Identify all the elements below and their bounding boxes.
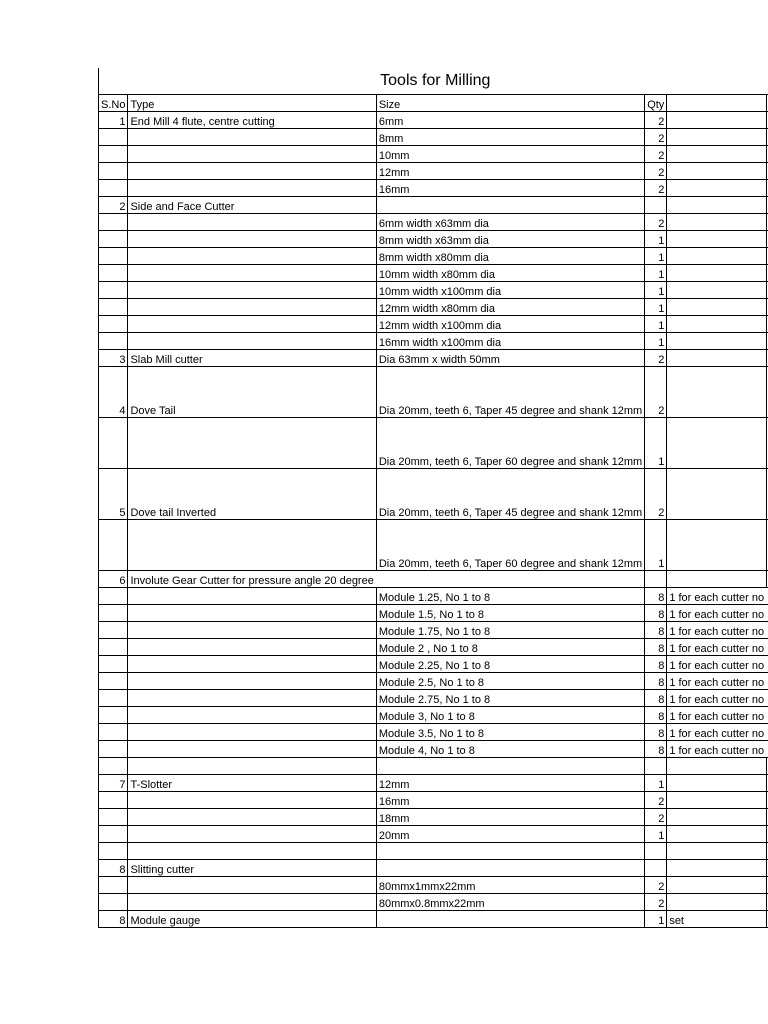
cell-type [128, 299, 376, 316]
table-row [99, 469, 768, 520]
cell-type [128, 894, 376, 911]
cell-size: Module 2.25, No 1 to 8 [376, 656, 644, 673]
cell-note [667, 809, 767, 826]
cell-qty: 2 [645, 112, 667, 129]
cell-size [376, 571, 644, 588]
cell-qty: 2 [645, 894, 667, 911]
cell-note [667, 197, 767, 214]
cell-sno [99, 265, 128, 282]
cell-size: 12mm width x80mm dia [376, 299, 644, 316]
cell-note: 1 for each cutter no [667, 656, 767, 673]
cell-sno [99, 826, 128, 843]
cell-qty: 8 [645, 639, 667, 656]
cell-sno [99, 282, 128, 299]
cell-size [376, 911, 644, 928]
cell-type [128, 877, 376, 894]
cell-note [667, 894, 767, 911]
cell-qty: 1 [645, 333, 667, 350]
cell-sno [99, 707, 128, 724]
cell-type [128, 605, 376, 622]
cell-type [128, 792, 376, 809]
cell-qty: 1 [645, 231, 667, 248]
table-row [99, 333, 768, 350]
cell-note [667, 571, 767, 588]
cell-sno: 8 [99, 911, 128, 928]
cell-size: 80mmx0.8mmx22mm [376, 894, 644, 911]
table-row [99, 911, 768, 928]
cell-qty [645, 843, 667, 860]
table-row [99, 877, 768, 894]
table-row [99, 622, 768, 639]
cell-qty: 1 [645, 316, 667, 333]
cell-qty: 8 [645, 724, 667, 741]
table-row [99, 146, 768, 163]
table-row [99, 758, 768, 775]
cell-type [128, 843, 376, 860]
cell-size: 18mm [376, 809, 644, 826]
cell-sno [99, 163, 128, 180]
cell-qty: 8 [645, 622, 667, 639]
cell-size: Module 2.75, No 1 to 8 [376, 690, 644, 707]
cell-type [128, 316, 376, 333]
cell-qty: 2 [645, 877, 667, 894]
cell-qty: 8 [645, 588, 667, 605]
cell-note: 1 for each cutter no [667, 588, 767, 605]
cell-type [128, 690, 376, 707]
table-row [99, 673, 768, 690]
cell-note [667, 163, 767, 180]
cell-note [667, 877, 767, 894]
cell-size: 80mmx1mmx22mm [376, 877, 644, 894]
cell-qty: 2 [645, 469, 667, 520]
cell-note [667, 826, 767, 843]
spreadsheet [98, 68, 768, 928]
cell-size: 10mm width x100mm dia [376, 282, 644, 299]
cell-sno [99, 673, 128, 690]
table-row [99, 299, 768, 316]
cell-qty [645, 571, 667, 588]
cell-qty: 1 [645, 299, 667, 316]
cell-sno [99, 588, 128, 605]
cell-qty: 2 [645, 146, 667, 163]
cell-type [128, 146, 376, 163]
cell-type: Module gauge [128, 911, 376, 928]
table-row [99, 775, 768, 792]
cell-type [128, 656, 376, 673]
cell-type: Side and Face Cutter [128, 197, 376, 214]
cell-note: 1 for each cutter no [667, 724, 767, 741]
cell-note: 1 for each cutter no [667, 741, 767, 758]
cell-sno [99, 418, 128, 469]
cell-qty: 8 [645, 707, 667, 724]
cell-sno: 8 [99, 860, 128, 877]
cell-note [667, 418, 767, 469]
table-row [99, 571, 768, 588]
cell-note [667, 265, 767, 282]
cell-size: 12mm width x100mm dia [376, 316, 644, 333]
cell-qty: 2 [645, 809, 667, 826]
cell-type: T-Slotter [128, 775, 376, 792]
cell-size: 8mm width x63mm dia [376, 231, 644, 248]
cell-size: Module 2 , No 1 to 8 [376, 639, 644, 656]
cell-note [667, 282, 767, 299]
cell-note [667, 112, 767, 129]
table-row [99, 418, 768, 469]
table-row [99, 350, 768, 367]
table-row [99, 197, 768, 214]
cell-size [376, 860, 644, 877]
cell-qty: 8 [645, 673, 667, 690]
cell-note [667, 333, 767, 350]
table-row [99, 316, 768, 333]
cell-sno [99, 690, 128, 707]
header-sno: S.No [99, 95, 128, 112]
table-row [99, 690, 768, 707]
cell-size: Dia 63mm x width 50mm [376, 350, 644, 367]
header-qty: Qty [645, 95, 667, 112]
table-row [99, 843, 768, 860]
cell-type [128, 622, 376, 639]
table-row [99, 639, 768, 656]
cell-size: Module 3.5, No 1 to 8 [376, 724, 644, 741]
cell-size: 12mm [376, 163, 644, 180]
cell-size: Dia 20mm, teeth 6, Taper 45 degree and shank 12mm [376, 367, 644, 418]
cell-size: 8mm width x80mm dia [376, 248, 644, 265]
cell-qty: 2 [645, 180, 667, 197]
table-row [99, 707, 768, 724]
cell-sno [99, 231, 128, 248]
cell-sno: 4 [99, 367, 128, 418]
cell-note [667, 860, 767, 877]
cell-note [667, 775, 767, 792]
cell-type [128, 248, 376, 265]
table-row [99, 792, 768, 809]
cell-sno [99, 809, 128, 826]
cell-note: 1 for each cutter no [667, 690, 767, 707]
cell-note: 1 for each cutter no [667, 605, 767, 622]
cell-type [128, 673, 376, 690]
cell-sno: 3 [99, 350, 128, 367]
cell-note [667, 469, 767, 520]
cell-type [128, 809, 376, 826]
cell-sno: 2 [99, 197, 128, 214]
cell-type [128, 265, 376, 282]
cell-note [667, 792, 767, 809]
cell-note [667, 214, 767, 231]
cell-note: 1 for each cutter no [667, 673, 767, 690]
cell-size: 6mm [376, 112, 644, 129]
cell-size: 10mm width x80mm dia [376, 265, 644, 282]
cell-note [667, 350, 767, 367]
table-row [99, 860, 768, 877]
cell-qty: 1 [645, 265, 667, 282]
cell-sno [99, 656, 128, 673]
cell-type [128, 758, 376, 775]
cell-sno [99, 146, 128, 163]
cell-type [128, 282, 376, 299]
cell-note [667, 367, 767, 418]
cell-type [128, 214, 376, 231]
table-row [99, 112, 768, 129]
cell-note [667, 316, 767, 333]
cell-sno: 7 [99, 775, 128, 792]
cell-note [667, 129, 767, 146]
cell-qty: 2 [645, 792, 667, 809]
cell-note: 1 for each cutter no [667, 639, 767, 656]
cell-qty: 2 [645, 129, 667, 146]
cell-type: Dove Tail [128, 367, 376, 418]
cell-type [128, 639, 376, 656]
cell-type [128, 418, 376, 469]
cell-qty: 1 [645, 775, 667, 792]
cell-note [667, 520, 767, 571]
table-row [99, 605, 768, 622]
cell-type [128, 588, 376, 605]
cell-type [128, 741, 376, 758]
cell-type: Slab Mill cutter [128, 350, 376, 367]
cell-size: 10mm [376, 146, 644, 163]
header-size: Size [376, 95, 644, 112]
cell-size [376, 197, 644, 214]
cell-type [128, 707, 376, 724]
cell-note [667, 180, 767, 197]
cell-note [667, 248, 767, 265]
table-row [99, 265, 768, 282]
sheet-title: Tools for Milling [99, 68, 768, 95]
cell-sno [99, 877, 128, 894]
table-row [99, 231, 768, 248]
table-row [99, 163, 768, 180]
cell-sno: 1 [99, 112, 128, 129]
cell-qty: 2 [645, 214, 667, 231]
table-row [99, 214, 768, 231]
cell-size: Module 4, No 1 to 8 [376, 741, 644, 758]
cell-sno [99, 894, 128, 911]
cell-qty: 8 [645, 605, 667, 622]
table-row [99, 248, 768, 265]
cell-size: Dia 20mm, teeth 6, Taper 60 degree and shank 12mm [376, 520, 644, 571]
table-row [99, 741, 768, 758]
cell-note: 1 for each cutter no [667, 622, 767, 639]
cell-note: 1 for each cutter no [667, 707, 767, 724]
cell-note [667, 146, 767, 163]
cell-sno [99, 180, 128, 197]
cell-size: 20mm [376, 826, 644, 843]
cell-size: Dia 20mm, teeth 6, Taper 45 degree and shank 12mm [376, 469, 644, 520]
cell-size [376, 758, 644, 775]
header-empty-1 [667, 95, 767, 112]
cell-note [667, 231, 767, 248]
cell-sno [99, 520, 128, 571]
cell-qty: 1 [645, 248, 667, 265]
cell-sno [99, 605, 128, 622]
cell-size: Module 1.5, No 1 to 8 [376, 605, 644, 622]
cell-size: 12mm [376, 775, 644, 792]
cell-size: Module 3, No 1 to 8 [376, 707, 644, 724]
cell-note [667, 843, 767, 860]
cell-qty: 1 [645, 826, 667, 843]
cell-size: 16mm [376, 792, 644, 809]
cell-qty: 8 [645, 656, 667, 673]
cell-type: Involute Gear Cutter for pressure angle 20 degree [128, 571, 376, 588]
tools-table [98, 68, 768, 928]
table-row [99, 282, 768, 299]
table-row [99, 588, 768, 605]
table-row [99, 724, 768, 741]
cell-qty: 1 [645, 520, 667, 571]
cell-sno [99, 843, 128, 860]
cell-type [128, 826, 376, 843]
cell-sno [99, 299, 128, 316]
cell-size: 8mm [376, 129, 644, 146]
cell-sno: 5 [99, 469, 128, 520]
cell-type [128, 129, 376, 146]
cell-type [128, 180, 376, 197]
cell-qty [645, 860, 667, 877]
cell-note [667, 299, 767, 316]
cell-size: 6mm width x63mm dia [376, 214, 644, 231]
cell-qty [645, 197, 667, 214]
table-row [99, 894, 768, 911]
header-row [99, 95, 768, 112]
cell-type: End Mill 4 flute, centre cutting [128, 112, 376, 129]
cell-sno [99, 622, 128, 639]
table-row [99, 367, 768, 418]
cell-note [667, 758, 767, 775]
cell-size: 16mm width x100mm dia [376, 333, 644, 350]
cell-sno [99, 758, 128, 775]
cell-note: set [667, 911, 767, 928]
cell-size: Module 2.5, No 1 to 8 [376, 673, 644, 690]
cell-qty: 1 [645, 282, 667, 299]
cell-sno [99, 741, 128, 758]
cell-qty: 1 [645, 418, 667, 469]
cell-type: Dove tail Inverted [128, 469, 376, 520]
cell-sno [99, 214, 128, 231]
cell-sno [99, 724, 128, 741]
cell-sno [99, 792, 128, 809]
cell-size: Module 1.25, No 1 to 8 [376, 588, 644, 605]
cell-qty [645, 758, 667, 775]
cell-sno [99, 639, 128, 656]
cell-type [128, 163, 376, 180]
cell-qty: 8 [645, 690, 667, 707]
cell-size: Module 1.75, No 1 to 8 [376, 622, 644, 639]
cell-type [128, 724, 376, 741]
cell-size: Dia 20mm, teeth 6, Taper 60 degree and shank 12mm [376, 418, 644, 469]
cell-size [376, 843, 644, 860]
table-row [99, 656, 768, 673]
cell-qty: 2 [645, 350, 667, 367]
cell-qty: 8 [645, 741, 667, 758]
cell-sno: 6 [99, 571, 128, 588]
table-row [99, 520, 768, 571]
cell-type [128, 333, 376, 350]
table-row [99, 129, 768, 146]
cell-type: Slitting cutter [128, 860, 376, 877]
table-row [99, 809, 768, 826]
table-row [99, 180, 768, 197]
table-row [99, 826, 768, 843]
cell-sno [99, 333, 128, 350]
cell-type [128, 520, 376, 571]
cell-size: 16mm [376, 180, 644, 197]
cell-qty: 2 [645, 367, 667, 418]
cell-sno [99, 248, 128, 265]
cell-type [128, 231, 376, 248]
cell-qty: 1 [645, 911, 667, 928]
header-type: Type [128, 95, 376, 112]
cell-sno [99, 129, 128, 146]
cell-qty: 2 [645, 163, 667, 180]
cell-sno [99, 316, 128, 333]
